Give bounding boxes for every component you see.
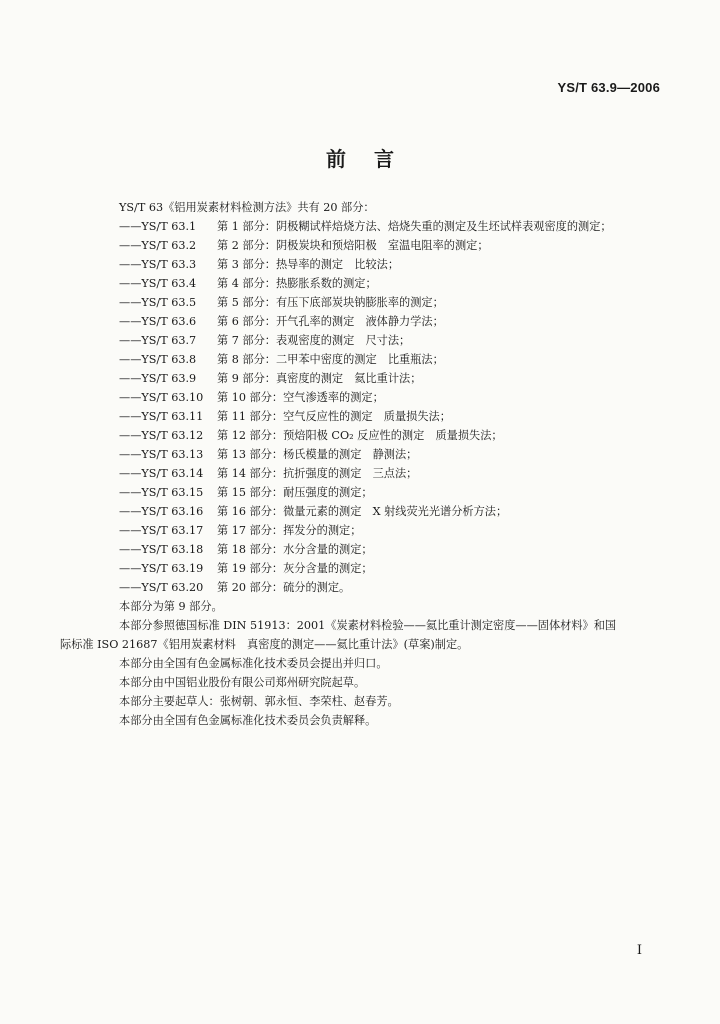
part-desc: 第 17 部分：挥发分的测定； xyxy=(217,524,362,537)
part-desc: 第 15 部分：耐压强度的测定； xyxy=(217,486,373,499)
paragraph-reference-line2: 际标准 ISO 21687《铝用炭素材料 真密度的测定——氦比重计法》(草案)制定。 xyxy=(60,638,469,651)
part-desc: 第 16 部分：微量元素的测定 X 射线荧光光谱分析方法； xyxy=(217,505,508,518)
part-code: ——YS/T 63.5 xyxy=(119,296,197,309)
part-code: ——YS/T 63.4 xyxy=(119,277,197,290)
part-desc: 第 2 部分：阴极炭块和预焙阳极 室温电阻率的测定； xyxy=(217,239,489,252)
paragraph-drafters: 本部分主要起草人：张树朝、郭永恒、李荣柱、赵春芳。 xyxy=(119,695,399,708)
part-code: ——YS/T 63.17 xyxy=(119,524,204,537)
part-code: ——YS/T 63.8 xyxy=(119,353,197,366)
part-desc: 第 5 部分：有压下底部炭块钠膨胀率的测定； xyxy=(217,296,444,309)
part-code: ——YS/T 63.16 xyxy=(119,505,204,518)
part-code: ——YS/T 63.9 xyxy=(119,372,197,385)
part-code: ——YS/T 63.11 xyxy=(119,410,204,423)
part-code: ——YS/T 63.2 xyxy=(119,239,197,252)
intro-text: YS/T 63《铝用炭素材料检测方法》共有 20 部分： xyxy=(119,201,375,214)
part-desc: 第 8 部分：二甲苯中密度的测定 比重瓶法； xyxy=(217,353,444,366)
paragraph-interpretation: 本部分由全国有色金属标准化技术委员会负责解释。 xyxy=(119,714,377,727)
part-desc: 第 7 部分：表观密度的测定 尺寸法； xyxy=(217,334,411,347)
part-code: ——YS/T 63.19 xyxy=(119,562,204,575)
paragraph-proposer: 本部分由全国有色金属标准化技术委员会提出并归口。 xyxy=(119,657,388,670)
part-code: ——YS/T 63.6 xyxy=(119,315,197,328)
page-number: I xyxy=(636,943,642,958)
part-code: ——YS/T 63.1 xyxy=(119,220,197,233)
part-desc: 第 10 部分：空气渗透率的测定； xyxy=(217,391,384,404)
part-desc: 第 12 部分：预焙阳极 CO₂ 反应性的测定 质量损失法； xyxy=(217,429,503,442)
part-code: ——YS/T 63.18 xyxy=(119,543,204,556)
part-desc: 第 9 部分：真密度的测定 氦比重计法； xyxy=(217,372,422,385)
part-code: ——YS/T 63.15 xyxy=(119,486,204,499)
part-code: ——YS/T 63.14 xyxy=(119,467,204,480)
standard-code: YS/T 63.9—2006 xyxy=(557,80,660,95)
part-code: ——YS/T 63.7 xyxy=(119,334,197,347)
part-desc: 第 18 部分：水分含量的测定； xyxy=(217,543,373,556)
part-desc: 第 1 部分：阴极糊试样焙烧方法、焙烧失重的测定及生坯试样表观密度的测定； xyxy=(217,220,612,233)
part-code: ——YS/T 63.12 xyxy=(119,429,204,442)
part-desc: 第 3 部分：热导率的测定 比较法； xyxy=(217,258,400,271)
page-title: 前言 xyxy=(326,147,422,171)
part-code: ——YS/T 63.20 xyxy=(119,581,204,594)
part-desc: 第 20 部分：硫分的测定。 xyxy=(217,581,351,594)
paragraph-drafter-org: 本部分由中国铝业股份有限公司郑州研究院起草。 xyxy=(119,676,366,689)
part-desc: 第 14 部分：抗折强度的测定 三点法； xyxy=(217,467,418,480)
part-desc: 第 19 部分：灰分含量的测定； xyxy=(217,562,373,575)
part-desc: 第 6 部分：开气孔率的测定 液体静力学法； xyxy=(217,315,444,328)
part-desc: 第 4 部分：热膨胀系数的测定； xyxy=(217,277,377,290)
part-desc: 第 13 部分：杨氏模量的测定 静测法； xyxy=(217,448,418,461)
part-desc: 第 11 部分：空气反应性的测定 质量损失法； xyxy=(217,410,451,423)
part-code: ——YS/T 63.3 xyxy=(119,258,197,271)
part-code: ——YS/T 63.10 xyxy=(119,391,204,404)
part-code: ——YS/T 63.13 xyxy=(119,448,204,461)
paragraph-part-number: 本部分为第 9 部分。 xyxy=(119,600,223,613)
paragraph-reference-line1: 本部分参照德国标准 DIN 51913：2001《炭素材料检验——氦比重计测定密度——固体材料》和国 xyxy=(119,619,617,632)
